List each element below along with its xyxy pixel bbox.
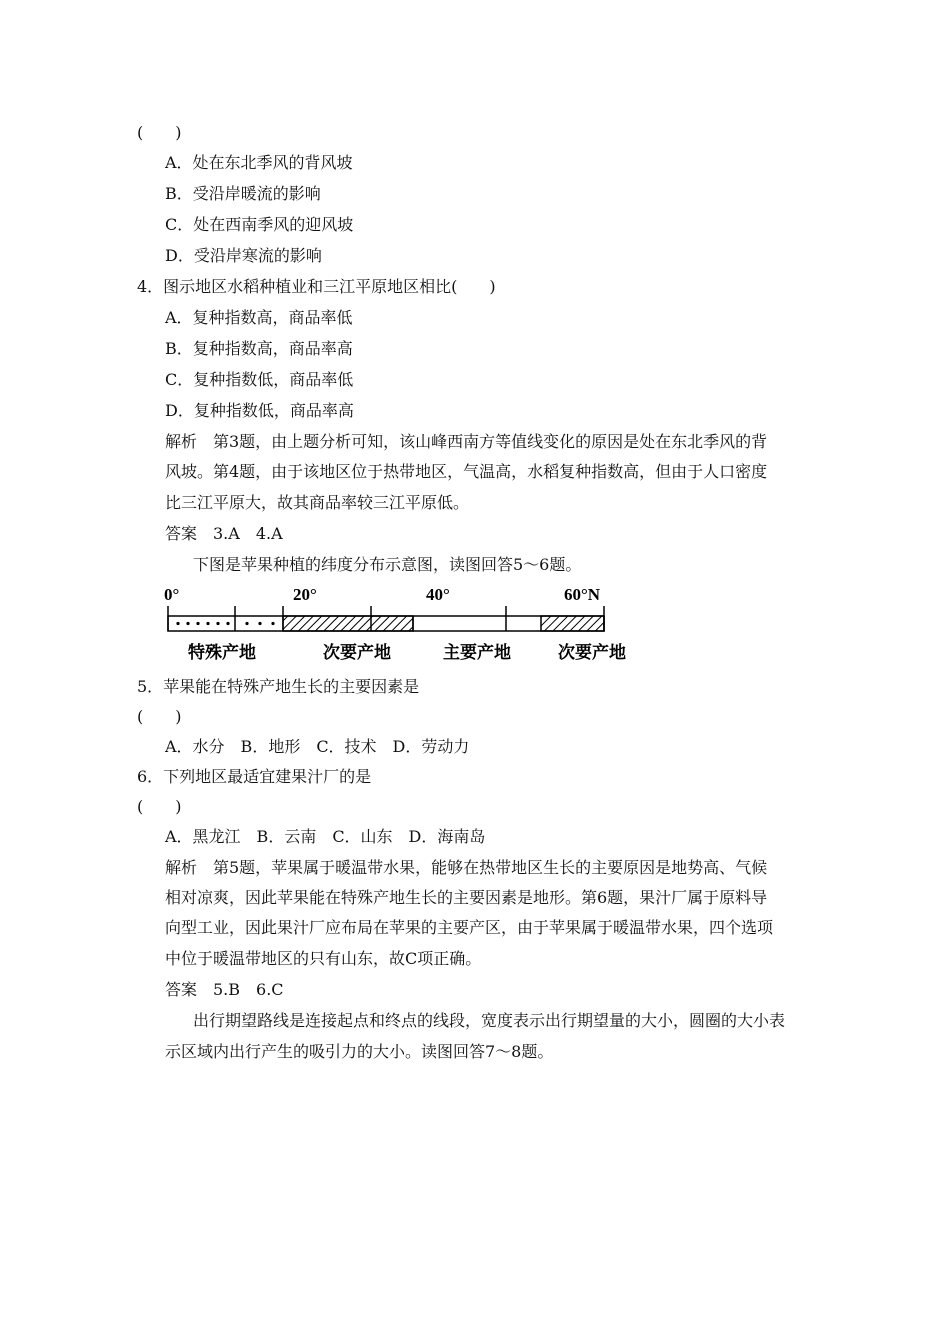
analysis-3-4-line-1: 解析 第3题，由上题分析可知，该山峰西南方等值线变化的原因是处在东北季风的背 (165, 432, 768, 451)
answer-3-4: 答案 3.A 4.A (165, 524, 283, 543)
analysis-5-6-line-3: 向型工业，因此果汁厂应布局在苹果的主要产区，由于苹果属于暖温带水果，四个选项 (165, 918, 774, 937)
q3-option-b: B．受沿岸暖流的影响 (165, 184, 321, 203)
question-5-stem: 5．苹果能在特殊产地生长的主要因素是 (137, 677, 420, 696)
diagram-intro: 下图是苹果种植的纬度分布示意图，读图回答5～6题。 (193, 555, 582, 574)
lat-label-40: 40° (426, 585, 450, 604)
q3-option-c: C．处在西南季风的迎风坡 (165, 215, 354, 234)
apple-latitude-diagram (160, 582, 640, 664)
region-label-secondary-high: 次要产地 (558, 643, 626, 663)
question-6-answer-blank: ( ) (137, 797, 182, 816)
question-3-answer-blank: ( ) (137, 123, 182, 142)
region-label-secondary-low: 次要产地 (323, 643, 391, 663)
question-5-answer-blank: ( ) (137, 707, 182, 726)
lat-label-0: 0° (164, 585, 180, 604)
question-6-stem: 6．下列地区最适宜建果汁厂的是 (137, 767, 372, 786)
passage-7-8-line-1: 出行期望路线是连接起点和终点的线段，宽度表示出行期望量的大小，圆圈的大小表 (193, 1011, 786, 1030)
q5-options: A．水分 B．地形 C．技术 D．劳动力 (165, 737, 470, 756)
q4-option-c: C．复种指数低，商品率低 (165, 370, 354, 389)
answer-5-6: 答案 5.B 6.C (165, 980, 284, 999)
analysis-5-6-line-2: 相对凉爽，因此苹果能在特殊产地生长的主要因素是地形。第6题，果汁厂属于原料导 (165, 888, 768, 907)
hatched-zone-secondary-low (283, 616, 413, 631)
q4-option-a: A．复种指数高，商品率低 (165, 308, 353, 327)
lat-label-20: 20° (293, 585, 317, 604)
q3-option-d: D．受沿岸寒流的影响 (165, 246, 322, 265)
q6-options: A．黑龙江 B．云南 C．山东 D．海南岛 (165, 827, 486, 846)
region-label-special: 特殊产地 (188, 643, 256, 663)
analysis-3-4-line-2: 风坡。第4题，由于该地区位于热带地区，气温高，水稻复种指数高，但由于人口密度 (165, 462, 768, 481)
q4-option-b: B．复种指数高，商品率高 (165, 339, 353, 358)
q3-option-a: A．处在东北季风的背风坡 (165, 153, 353, 172)
analysis-3-4-line-3: 比三江平原大，故其商品率较三江平原低。 (165, 493, 470, 512)
hatched-zone-secondary-high (541, 616, 604, 631)
q4-option-d: D．复种指数低，商品率高 (165, 401, 354, 420)
analysis-5-6-line-1: 解析 第5题，苹果属于暖温带水果，能够在热带地区生长的主要原因是地势高、气候 (165, 858, 768, 877)
region-label-main: 主要产地 (443, 643, 511, 663)
question-4-stem: 4．图示地区水稻种植业和三江平原地区相比( ) (137, 277, 496, 296)
lat-label-60: 60°N (564, 585, 601, 604)
analysis-5-6-line-4: 中位于暖温带地区的只有山东，故C项正确。 (165, 949, 482, 968)
passage-7-8-line-2: 示区域内出行产生的吸引力的大小。读图回答7～8题。 (165, 1042, 554, 1061)
